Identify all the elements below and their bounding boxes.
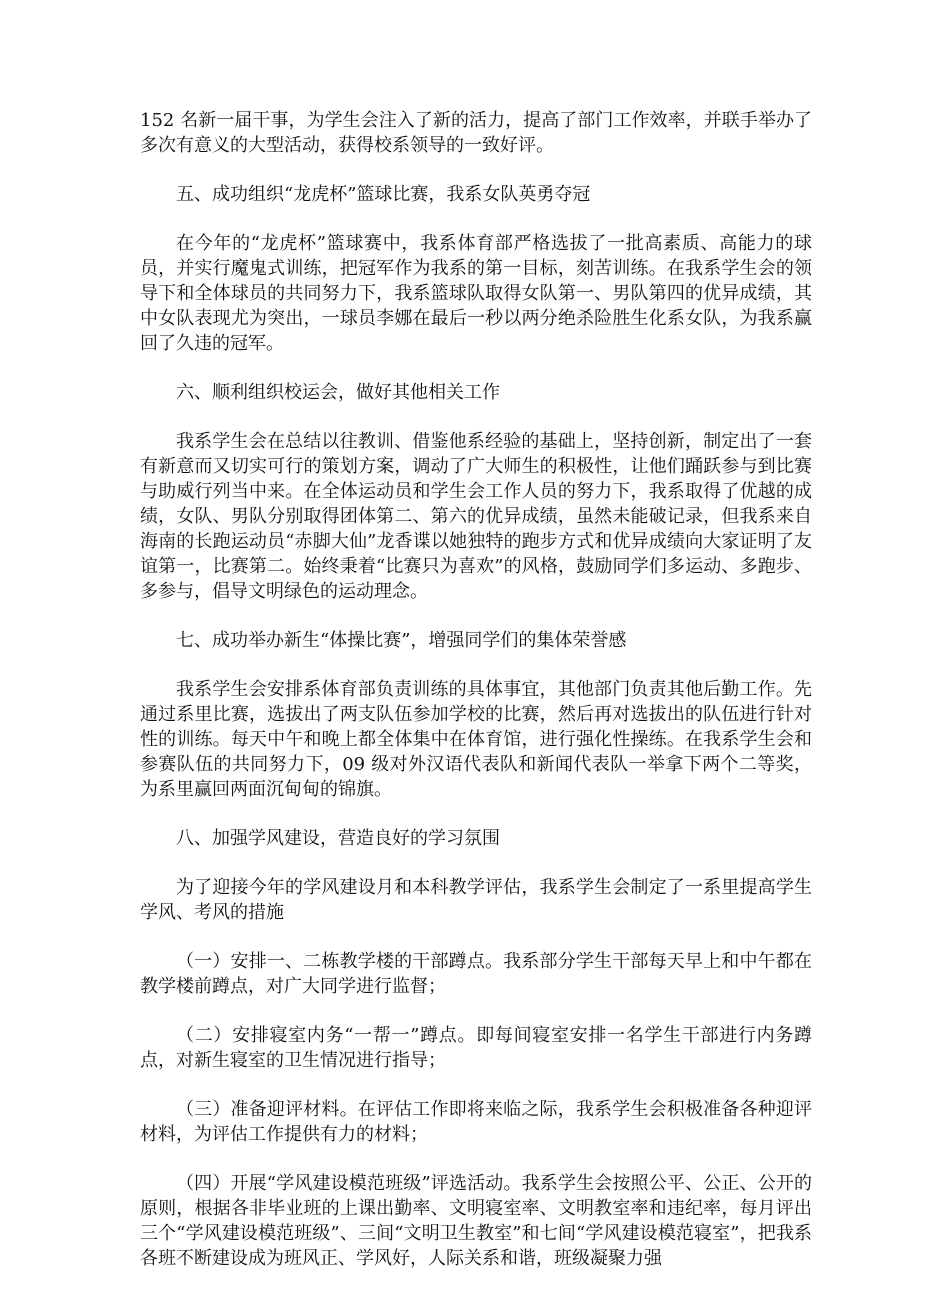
body-paragraph: 152 名新一届干事，为学生会注入了新的活力，提高了部门工作效率，并联手举办了多次有意义的大型活动，获得校系领导的一致好评。 <box>140 110 812 156</box>
body-paragraph: 我系学生会在总结以往教训、借鉴他系经验的基础上，坚持创新，制定出了一套有新意而又切实可行的策划方案，调动了广大师生的积极性，让他们踊跃参与到比赛与助威行列当中来。在全体运动员和学生会工作人员的努力下，我系取得了优越的成绩，女队、男队分别取得团体第二、第六的优异成绩，虽然未能破记录，但我系来自海南的长跑运动员“赤脚大仙”龙香谍以她独特的跑步方式和优异成绩向大家证明了友谊第一，比赛第二。始终秉着“比赛只为喜欢”的风格，鼓励同学们多运动、多跑步、多参与，倡导文明绿色的运动理念。 <box>140 431 812 602</box>
section-heading-7: 七、成功举办新生“体操比赛”，增强同学们的集体荣誉感 <box>176 630 627 651</box>
document-body <box>140 108 812 1295</box>
list-item-2: （二）安排寝室内务“一帮一”蹲点。即每间寝室安排一名学生干部进行内务蹲点，对新生寝室的卫生情况进行指导； <box>140 1025 812 1071</box>
section-heading-5: 五、成功组织“龙虎杯”篮球比赛，我系女队英勇夺冠 <box>176 184 591 205</box>
list-item-3: （三）准备迎评材料。在评估工作即将来临之际，我系学生会积极准备各种迎评材料，为评估工作提供有力的材料； <box>140 1099 812 1145</box>
body-paragraph: 我系学生会安排系体育部负责训练的具体事宜，其他部门负责其他后勤工作。先通过系里比赛，选拔出了两支队伍参加学校的比赛，然后再对选拔出的队伍进行针对性的训练。每天中午和晚上都全体集中在体育馆，进行强化性操练。在我系学生会和参赛队伍的共同努力下，09 级对外汉语代表队和新闻代表队一举拿下两个二等奖，为系里赢回两面沉甸甸的锦旗。 <box>140 679 812 800</box>
list-item-1: （一）安排一、二栋教学楼的干部蹲点。我系部分学生干部每天早上和中午都在教学楼前蹲点，对广大同学进行监督； <box>140 951 812 997</box>
list-item-4: （四）开展“学风建设模范班级”评选活动。我系学生会按照公平、公正、公开的原则，根据各非毕业班的上课出勤率、文明寝室率、文明教室率和违纪率，每月评出三个“学风建设模范班级”、三间“文明卫生教室”和七间“学风建设模范寝室”，把我系各班不断建设成为班风正、学风好，人际关系和谐，班级凝聚力强 <box>140 1173 812 1269</box>
section-heading-6: 六、顺利组织校运会，做好其他相关工作 <box>176 382 500 403</box>
body-paragraph: 为了迎接今年的学风建设月和本科教学评估，我系学生会制定了一系里提高学生学风、考风的措施 <box>140 877 812 923</box>
section-heading-8: 八、加强学风建设，营造良好的学习氛围 <box>176 828 500 849</box>
body-paragraph: 在今年的“龙虎杯”篮球赛中，我系体育部严格选拔了一批高素质、高能力的球员，并实行魔鬼式训练，把冠军作为我系的第一目标，刻苦训练。在我系学生会的领导下和全体球员的共同努力下，我系篮球队取得女队第一、男队第四的优异成绩，其中女队表现尤为突出，一球员李娜在最后一秒以两分绝杀险胜生化系女队，为我系赢回了久违的冠军。 <box>140 233 812 354</box>
